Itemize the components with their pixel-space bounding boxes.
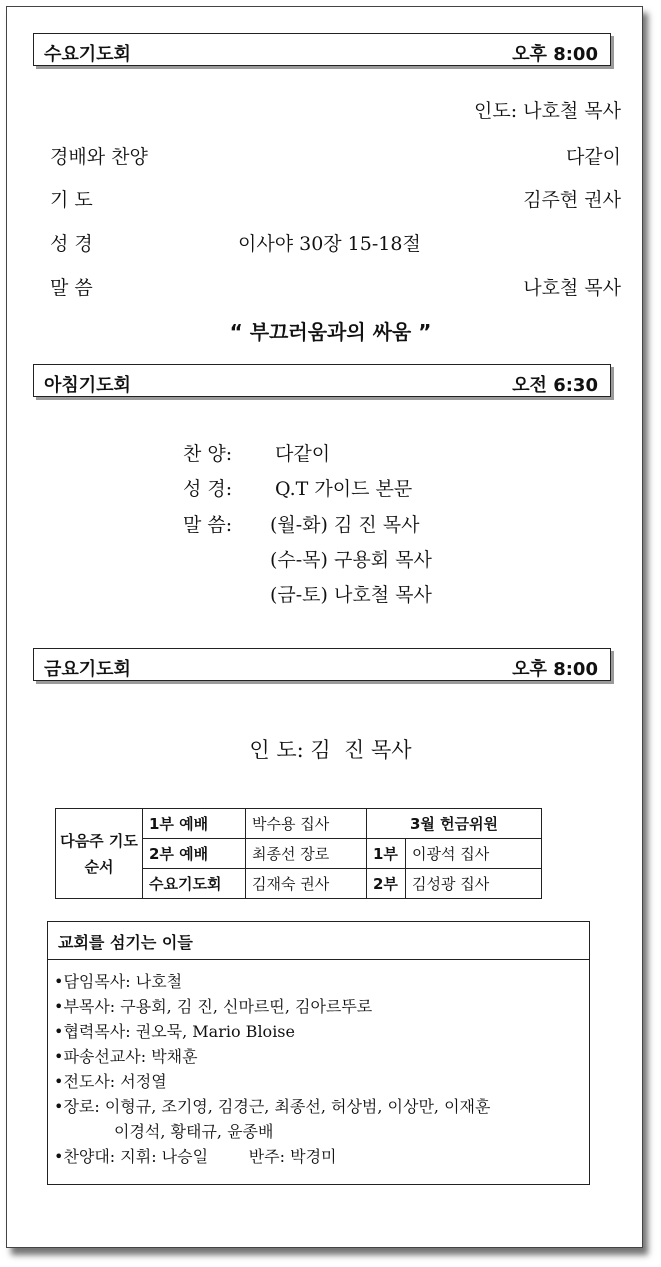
program-label-scripture: 성 경 [50,233,93,255]
list-item: •파송선교사: 박채훈 [54,1047,198,1066]
servants-title: 교회를 섬기는 이들 [58,933,193,952]
list-item: •부목사: 구용회, 김 진, 신마르띤, 김아르뚜로 [54,997,373,1016]
schedule-service: 1부 예배 [143,809,246,839]
program-value-worship: 다같이 [565,146,621,168]
morning-value-sermon-1: (월-화) 김 진 목사 [270,514,420,536]
friday-title: 금요기도회 [44,659,131,680]
morning-value-sermon-2: (수-목) 구용회 목사 [270,549,432,571]
program-label-prayer: 기 도 [50,189,93,211]
schedule-person: 최종선 장로 [246,839,367,869]
schedule-service: 2부 예배 [143,839,246,869]
wednesday-title: 수요기도회 [44,44,131,65]
schedule-header: 다음주 기도순서 [56,809,143,899]
list-item: •전도사: 서정열 [54,1072,167,1091]
list-item: •담임목사: 나호철 [54,972,183,991]
offering-part: 2부 [367,869,406,899]
offering-person: 이광석 집사 [406,839,542,869]
church-servants-box [47,921,590,1185]
offering-title: 3월 헌금위원 [367,809,542,839]
divider [48,959,589,960]
morning-title: 아침기도회 [44,375,131,396]
prayer-schedule-table [55,808,542,899]
morning-header [33,364,611,397]
morning-time: 오전 6:30 [512,375,598,396]
program-label-worship: 경배와 찬양 [50,146,148,168]
list-item: 이경석, 황태규, 윤종배 [114,1122,274,1141]
program-value-prayer: 김주현 권사 [523,189,621,211]
schedule-person: 김재숙 권사 [246,869,367,899]
program-value-scripture: 이사야 30장 15-18절 [238,233,421,255]
list-item: •장로: 이형규, 조기영, 김경근, 최종선, 허상범, 이상만, 이재훈 [54,1097,491,1116]
wednesday-header [33,33,611,66]
table-row [56,809,542,839]
offering-person: 김성광 집사 [406,869,542,899]
offering-part: 1부 [367,839,406,869]
friday-header [33,648,611,681]
morning-value-scripture: Q.T 가이드 본문 [275,478,413,500]
program-value-sermon: 나호철 목사 [523,277,621,299]
list-item: •협력목사: 권오묵, Mario Bloise [54,1022,295,1041]
list-item: •찬양대: 지휘: 나승일 반주: 박경미 [54,1147,337,1166]
friday-leader: 인 도: 김 진 목사 [249,738,412,762]
friday-time: 오후 8:00 [512,659,598,680]
morning-label-scripture: 성 경: [183,478,233,500]
wednesday-time: 오후 8:00 [512,44,598,65]
program-label-sermon: 말 씀 [50,277,93,299]
morning-label-hymn: 찬 양: [183,443,233,465]
schedule-person: 박수용 집사 [246,809,367,839]
sermon-title: “ 부끄러움과의 싸움 ” [229,320,432,344]
morning-value-hymn: 다같이 [275,443,331,465]
schedule-service: 수요기도회 [143,869,246,899]
morning-label-sermon: 말 씀: [183,514,233,536]
morning-value-sermon-3: (금-토) 나호철 목사 [270,584,432,606]
wednesday-leader: 인도: 나호철 목사 [474,100,621,122]
